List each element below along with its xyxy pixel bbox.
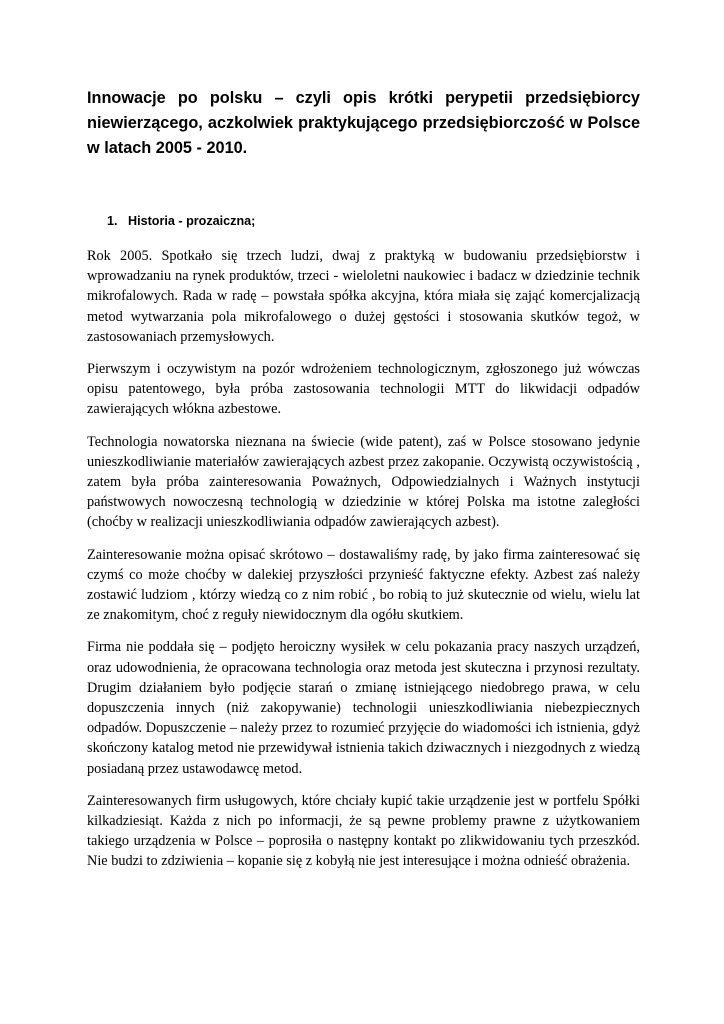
paragraph: Rok 2005. Spotkało się trzech ludzi, dwaj z praktyką w budowaniu przedsiębiorstw i wprowadzaniu na rynek produktów, trzeci - wieloletni naukowiec i badacz w dziedzinie technik mikrofalowych. Rada w radę – powstała spółka akcyjna, która miała się zająć komercjalizacją metod wytwarzania pola mikrofalowego o dużej gęstości i stosowania skutków tegoż, w zastosowaniach przemysłowych.	[87, 248, 640, 345]
section-number: 1.	[107, 214, 118, 228]
document-page	[87, 86, 640, 884]
paragraph: Firma nie poddała się – podjęto heroiczny wysiłek w celu pokazania pracy naszych urządzeń, oraz udowodnienia, że opracowana technologia oraz metoda jest skuteczna i przynosi rezultaty. Drugim działaniem było podjęcie starań o zmianę istniejącego niedobrego prawa, w celu dopuszczenia innych (niż zakopywanie) technologii unieszkodliwiania niebezpiecznych odpadów. Dopuszczenie – należy przez to rozumieć przyjęcie do wiadomości ich istnienia, gdyż skończony katalog metod nie przewidywał istnienia takich dziwacznych i niezgodnych z wiedzą posiadaną przez ustawodawcę metod.	[87, 639, 640, 777]
section-heading	[107, 213, 640, 229]
paragraph: Technologia nowatorska nieznana na świecie (wide patent), zaś w Polsce stosowano jedynie unieszkodliwianie materiałów zawierających azbest przez zakopanie. Oczywistą oczywistością , zatem była próba zainteresowania Poważnych, Odpowiedzialnych i Ważnych instytucji państwowych nowoczesną technologią w dziedzinie w której Polska ma istotne zaległości (choćby w realizacji unieszkodliwiania odpadów zawierających azbest).	[87, 433, 640, 531]
paragraph: Zainteresowanych firm usługowych, które chciały kupić takie urządzenie jest w portfelu Spółki kilkadziesiąt. Każda z nich po informacji, że są pewne problemy prawne z użytkowaniem takiego urządzenia w Polsce – poprosiła o następny kontakt po zlikwidowaniu tych przeszkód. Nie budzi to zdziwienia – kopanie się z kobyłą nie jest interesujące i można odnieść obrażenia.	[87, 792, 640, 870]
paragraph: Pierwszym i oczywistym na pozór wdrożeniem technologicznym, zgłoszonego już wówczas opisu patentowego, była próba zastosowania technologii MTT do likwidacji odpadów zawierających włókna azbestowe.	[87, 361, 640, 418]
document-title: Innowacje po polsku – czyli opis krótki perypetii przedsiębiorcy niewierzącego, aczkolwiek praktykującego przedsiębiorczość w Polsce w latach 2005 - 2010.	[87, 89, 640, 157]
section-title: Historia - prozaiczna;	[128, 214, 256, 228]
paragraph: Zainteresowanie można opisać skrótowo – dostawaliśmy radę, by jako firma zainteresować się czymś co może choćby w dalekiej przyszłości przynieść faktyczne efekty. Azbest zaś należy zostawić ludziom , którzy wiedzą co z nim robić , bo robią to już skutecznie od wielu, wielu lat ze znakomitym, choć z reguły niewidocznym dla ogółu skutkiem.	[87, 546, 640, 624]
